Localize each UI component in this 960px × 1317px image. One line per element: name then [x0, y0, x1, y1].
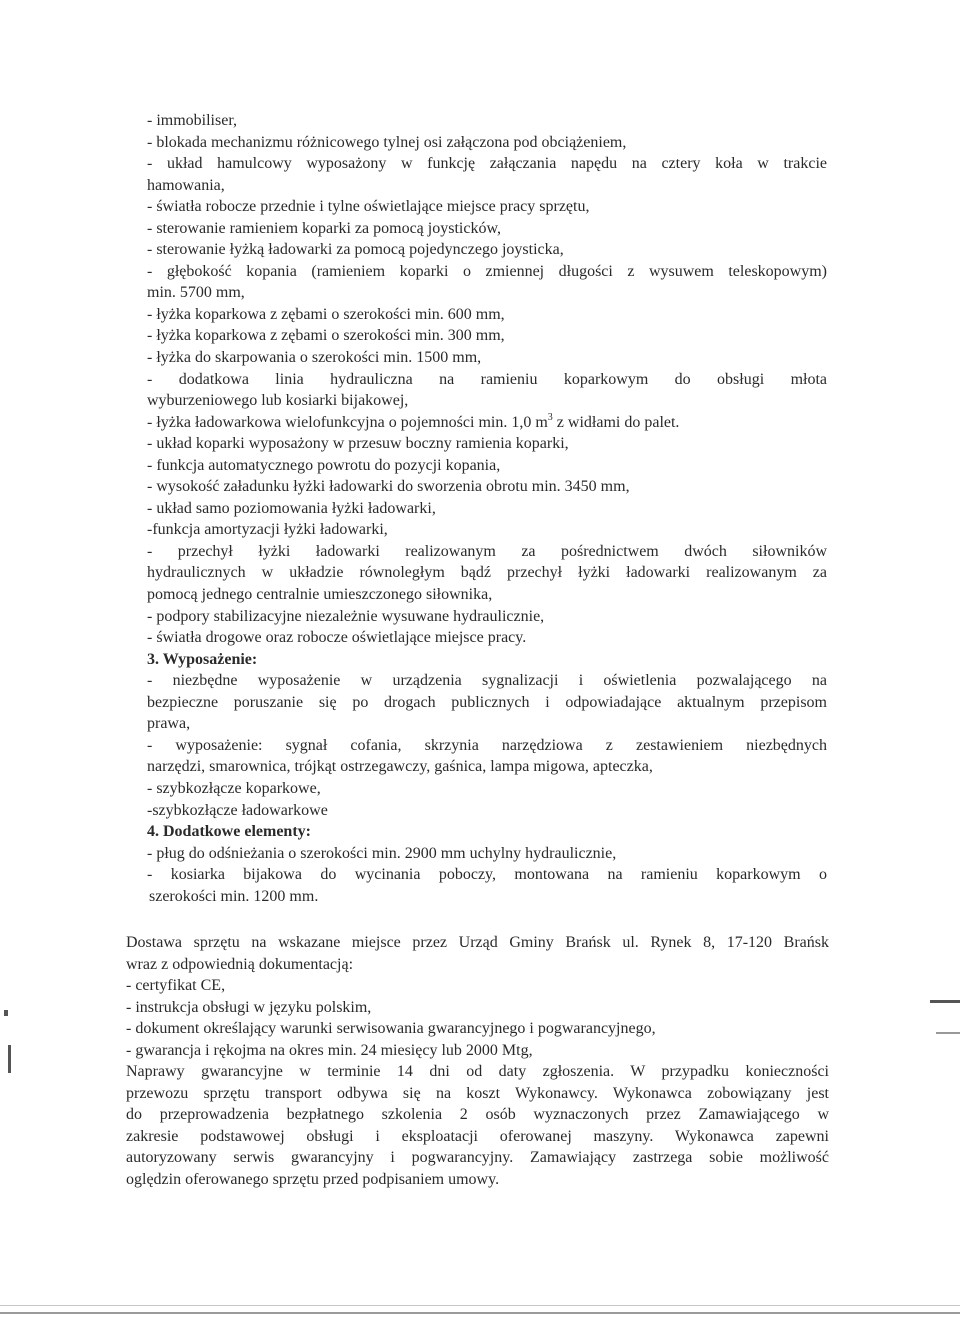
spec-line: - układ hamulcowy wyposażony w funkcję załączania napędu na cztery koła w trakcie	[147, 155, 827, 173]
delivery-line: autoryzowany serwis gwarancyjny i pogwarancyjny. Zamawiający zastrzega sobie możliwość	[126, 1149, 829, 1167]
scan-mark-left	[8, 1045, 11, 1073]
fork-line-text-end: z widłami do palet.	[552, 413, 680, 431]
delivery-line: - instrukcja obsługi w języku polskim,	[126, 998, 372, 1016]
spec-line: - dodatkowa linia hydrauliczna na ramieniu koparkowym do obsługi młota	[147, 370, 827, 388]
equipment-spec-list	[147, 110, 827, 907]
spec-line: - blokada mechanizmu różnicowego tylnej osi załączona pod obciążeniem,	[147, 133, 627, 151]
section-3-line: bezpieczne poruszanie się po drogach publicznych i odpowiadające aktualnym przepisom	[147, 693, 827, 711]
spec-line: min. 5700 mm,	[147, 284, 245, 302]
section-4-line: szerokości min. 1200 mm.	[149, 887, 319, 905]
section-3-line: prawa,	[147, 715, 191, 733]
section-3-line: -szybkozłącze ładowarkowe	[147, 801, 328, 819]
section-3-line: narzędzi, smarownica, trójkąt ostrzegawczy, gaśnica, lampa migowa, apteczka,	[147, 758, 653, 776]
spec-line: - wysokość załadunku łyżki ładowarki do sworzenia obrotu min. 3450 mm,	[147, 478, 630, 496]
spec-line: - światła robocze przednie i tylne oświetlające miejsce pracy sprzętu,	[147, 198, 590, 216]
spec-line: - światła drogowe oraz robocze oświetlające miejsce pracy.	[147, 629, 527, 647]
delivery-line: do przeprowadzenia bezpłatnego szkolenia 2 osób wyznaczonych przez Zamawiającego w	[126, 1106, 829, 1124]
superscript: 3	[547, 411, 553, 423]
delivery-line: zakresie podstawowej obsługi i eksploatacji oferowanej maszyny. Wykonawca zapewni	[126, 1127, 829, 1145]
spec-line-fork-bucket	[147, 412, 827, 434]
spec-line: - układ samo poziomowania łyżki ładowarki,	[147, 499, 436, 517]
scan-mark-right	[936, 1032, 960, 1034]
spec-line: - łyżka koparkowa z zębami o szerokości min. 300 mm,	[147, 327, 505, 345]
section-3-line: - niezbędne wyposażenie w urządzenia sygnalizacji i oświetlenia pozwalającego na	[147, 672, 827, 690]
delivery-line: wraz z odpowiednią dokumentacją:	[126, 955, 354, 973]
delivery-line: Naprawy gwarancyjne w terminie 14 dni od daty zgłoszenia. W przypadku konieczności	[126, 1063, 829, 1081]
delivery-line: - gwarancja i rękojma na okres min. 24 miesięcy lub 2000 Mtg,	[126, 1041, 533, 1059]
spec-line: - głębokość kopania (ramieniem koparki o zmiennej długości z wysuwem teleskopowym)	[147, 262, 827, 280]
section-3-line: - szybkozłącze koparkowe,	[147, 779, 321, 797]
spec-line: - przechył łyżki ładowarki realizowanym za pośrednictwem dwóch siłowników	[147, 542, 827, 560]
delivery-line: oględzin oferowanego sprzętu przed podpisaniem umowy.	[126, 1171, 500, 1189]
spec-line: - łyżka koparkowa z zębami o szerokości min. 600 mm,	[147, 305, 505, 323]
section-4-line: - kosiarka bijakowa do wycinania poboczy, montowana na ramieniu koparkowym o	[147, 866, 827, 884]
spec-line: - funkcja automatycznego powrotu do pozycji kopania,	[147, 456, 501, 474]
spec-line: hamowania,	[147, 176, 225, 194]
section-4-heading: 4. Dodatkowe elementy:	[147, 823, 311, 841]
spec-line: -funkcja amortyzacji łyżki ładowarki,	[147, 521, 388, 539]
delivery-line: - certyfikat CE,	[126, 977, 226, 995]
scan-edge-line	[0, 1305, 960, 1306]
section-3-line: - wyposażenie: sygnał cofania, skrzynia narzędziowa z zestawieniem niezbędnych	[147, 736, 827, 754]
delivery-line: Dostawa sprzętu na wskazane miejsce przez Urząd Gminy Brańsk ul. Rynek 8, 17-120 Brańsk	[126, 934, 829, 951]
spec-line: wyburzeniowego lub kosiarki bijakowej,	[147, 392, 409, 410]
delivery-line: przewozu sprzętu transport odbywa się na koszt Wykonawcy. Wykonawca zobowiązany jest	[126, 1084, 829, 1102]
scan-mark-left	[4, 1010, 8, 1016]
spec-line: - łyżka do skarpowania o szerokości min. 1500 mm,	[147, 349, 482, 367]
spec-line: pomocą jednego centralnie umieszczonego siłownika,	[147, 586, 493, 604]
delivery-terms-paragraph	[126, 932, 829, 1191]
section-3-heading: 3. Wyposażenie:	[147, 650, 258, 668]
spec-line: hydraulicznych w układzie równoległym bądź przechył łyżki ładowarki realizowanym za	[147, 564, 827, 582]
delivery-line: - dokument określający warunki serwisowania gwarancyjnego i pogwarancyjnego,	[126, 1020, 656, 1038]
spec-line: - układ koparki wyposażony w przesuw boczny ramienia koparki,	[147, 435, 569, 453]
spec-line: - sterowanie ramieniem koparki za pomocą joysticków,	[147, 219, 501, 237]
fork-line-text: - łyżka ładowarkowa wielofunkcyjna o pojemności min. 1,0 m	[147, 413, 548, 431]
spec-line: - immobiliser,	[147, 112, 238, 129]
scan-mark-right	[930, 1000, 960, 1003]
spec-line: - podpory stabilizacyjne niezależnie wysuwane hydraulicznie,	[147, 607, 545, 625]
section-4-line: - pług do odśnieżania o szerokości min. 2900 mm uchylny hydraulicznie,	[147, 844, 617, 862]
scan-edge-line	[0, 1312, 960, 1314]
spec-line: - sterowanie łyżką ładowarki za pomocą pojedynczego joysticka,	[147, 241, 564, 259]
